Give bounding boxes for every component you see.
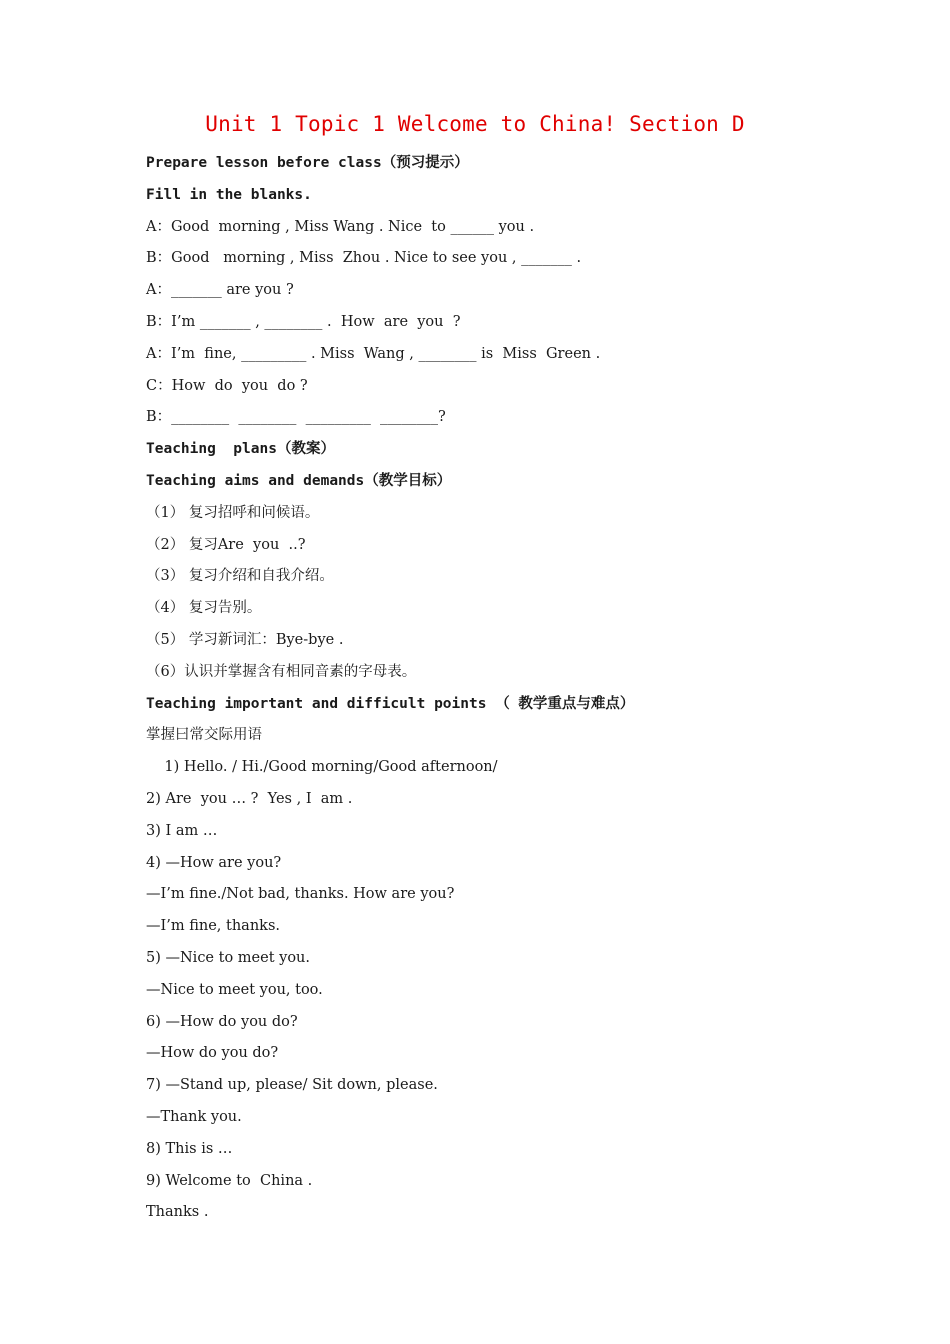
aim-item: （4） 复习告别。 — [146, 600, 262, 617]
expression-item: 5) —Nice to meet you. — [146, 949, 311, 966]
expression-item: 1) Hello. / Hi./Good morning/Good afternoon/ — [146, 759, 498, 776]
instruction-fill-blanks: Fill in the blanks. — [146, 186, 312, 203]
aim-item: （5） 学习新词汇：Bye-bye . — [146, 631, 344, 648]
aim-item: （6）认识并掌握含有相同音素的字母表。 — [146, 663, 417, 680]
expression-item: —Thank you. — [146, 1108, 242, 1125]
aim-item: （3） 复习介绍和自我介绍。 — [146, 568, 334, 585]
expression-item: 8) This is … — [146, 1140, 233, 1157]
expression-item: —I’m fine./Not bad, thanks. How are you? — [146, 886, 455, 903]
dialogue-line: A：Good morning , Miss Wang . Nice to ______ you . — [146, 218, 535, 235]
document-title: Unit 1 Topic 1 Welcome to China! Section D — [205, 112, 745, 136]
expression-item: 6) —How do you do? — [146, 1013, 298, 1030]
key-points-intro: 掌握曰常交际用语 — [146, 727, 262, 744]
section-heading-prepare: Prepare lesson before class（预习提示） — [146, 155, 469, 171]
closing-line: Thanks . — [146, 1204, 209, 1221]
dialogue-line: B：Good morning , Miss Zhou . Nice to see you , _______ . — [146, 250, 582, 267]
aim-item: （1） 复习招呼和问候语。 — [146, 504, 320, 521]
expression-item: 9) Welcome to China . — [146, 1172, 313, 1189]
expression-item: —How do you do? — [146, 1045, 279, 1062]
aim-item: （2） 复习Are you ..? — [146, 536, 306, 553]
dialogue-line: B：I’m _______ , ________ . How are you ? — [146, 313, 461, 330]
section-heading-aims: Teaching aims and demands（教学目标） — [146, 472, 452, 489]
expression-item: 2) Are you … ? Yes , I am . — [146, 790, 353, 807]
expression-item: —Nice to meet you, too. — [146, 981, 323, 998]
document-body — [146, 148, 886, 1229]
dialogue-line: B：________ ________ _________ ________? — [146, 409, 446, 426]
section-heading-key-points: Teaching important and difficult points （ 教学重点与难点） — [146, 695, 635, 712]
dialogue-line: A：I’m fine, _________ . Miss Wang , ________ is Miss Green . — [146, 345, 601, 362]
dialogue-line: A：_______ are you ? — [146, 282, 294, 299]
dialogue-line: C：How do you do ? — [146, 377, 308, 394]
expression-item: 4) —How are you? — [146, 854, 282, 871]
expression-item: 3) I am … — [146, 822, 218, 839]
expression-item: —I’m fine, thanks. — [146, 918, 280, 935]
expression-item: 7) —Stand up, please/ Sit down, please. — [146, 1077, 438, 1094]
section-heading-teaching-plans: Teaching plans（教案） — [146, 441, 335, 458]
